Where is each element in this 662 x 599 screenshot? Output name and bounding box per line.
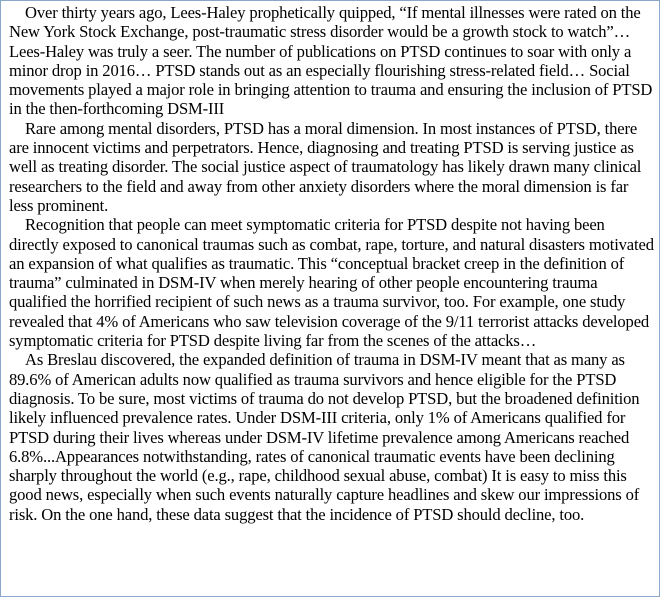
- paragraph-1: Over thirty years ago, Lees-Haley prophetically quipped, “If mental illnesses were rated on the New York Stock Exchange, post-traumatic stress disorder would be a growth stock to watch”… Lees-Haley was truly a seer. The number of publications on PTSD continues to soar with only a minor drop in 2016… PTSD stands out as an especially flourishing stress-related field… Social movements played a major role in bringing attention to trauma and ensuring the inclusion of PTSD in the then-forthcoming DSM-III: [9, 3, 653, 119]
- paragraph-4: As Breslau discovered, the expanded definition of trauma in DSM-IV meant that as many as 89.6% of American adults now qualified as trauma survivors and hence eligible for the PTSD diagnosis. To be sure, most victims of trauma do not develop PTSD, but the broadened definition likely influenced prevalence rates. Under DSM-III criteria, only 1% of Americans qualified for PTSD during their lives whereas under DSM-IV lifetime prevalence among Americans reached 6.8%...Appearances notwithstanding, rates of canonical traumatic events have been declining sharply throughout the world (e.g., rape, childhood sexual abuse, combat) It is easy to miss this good news, especially when such events naturally capture headlines and skew our impressions of risk. On the one hand, these data suggest that the incidence of PTSD should decline, too.: [9, 350, 640, 524]
- document-body: [9, 3, 655, 524]
- paragraph-3: Recognition that people can meet symptomatic criteria for PTSD despite not having been directly exposed to canonical traumas such as combat, rape, torture, and natural disasters motivated an expansion of what qualifies as traumatic. This “conceptual bracket creep in the definition of trauma” culminated in DSM-IV when merely hearing of other people encountering trauma qualified the horrified recipient of such news as a trauma survivor, too. For example, one study revealed that 4% of Americans who saw television coverage of the 9/11 terrorist attacks developed symptomatic criteria for PTSD despite living far from the scenes of the attacks…: [9, 215, 654, 351]
- paragraph-2: Rare among mental disorders, PTSD has a moral dimension. In most instances of PTSD, there are innocent victims and perpetrators. Hence, diagnosing and treating PTSD is serving justice as well as treating disorder. The social justice aspect of traumatology has likely drawn many clinical researchers to the field and away from other anxiety disorders where the moral dimension is far less prominent.: [9, 118, 642, 215]
